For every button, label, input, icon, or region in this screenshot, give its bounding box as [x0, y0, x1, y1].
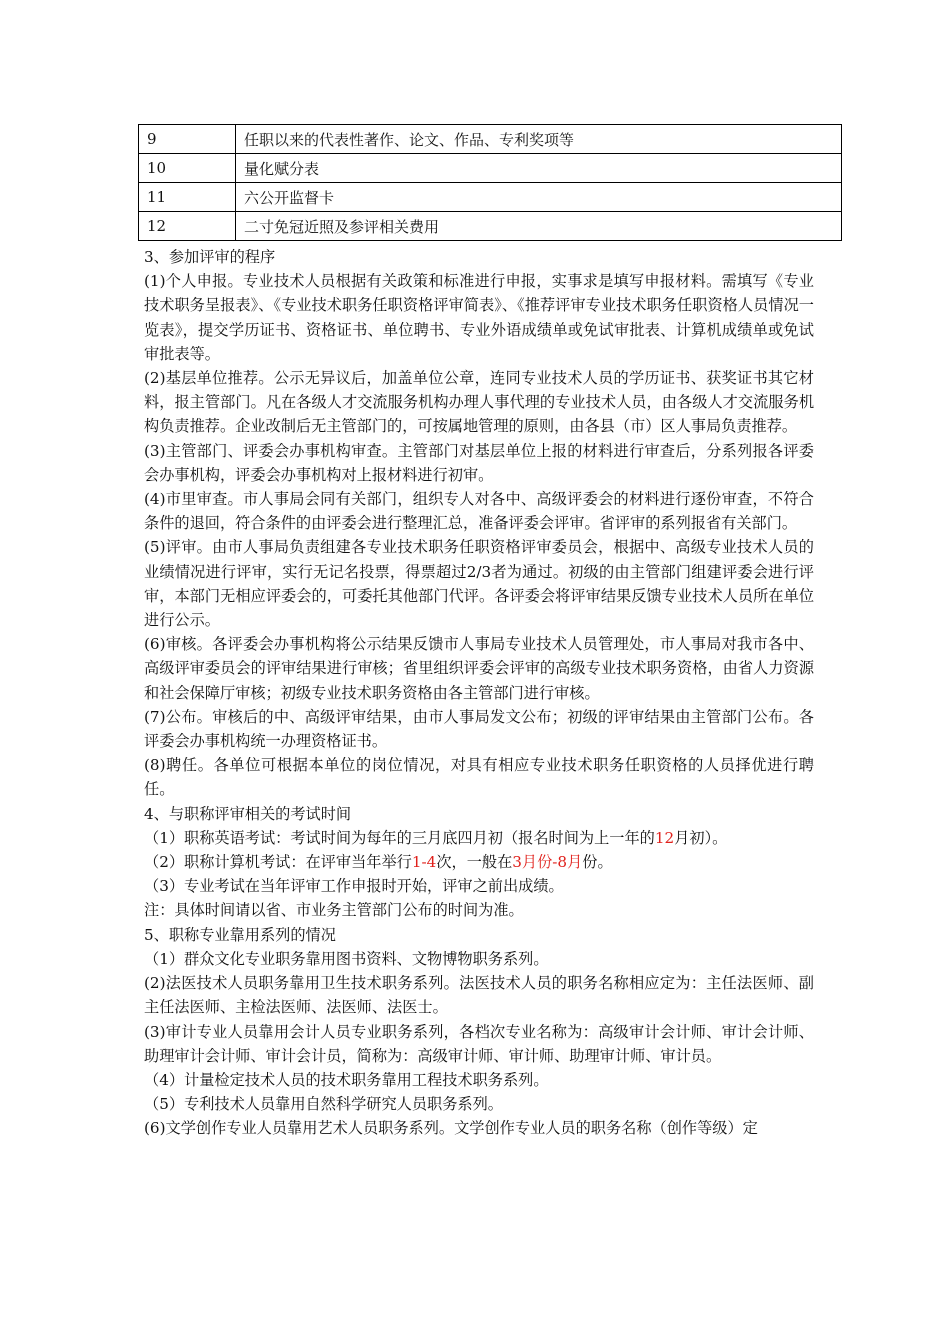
row-number: 10 [139, 154, 236, 183]
row-text: 任职以来的代表性著作、论文、作品、专利奖项等 [236, 125, 842, 154]
paragraph: (4)市里审查。市人事局会同有关部门，组织专人对各中、高级评委会的材料进行逐份审查，不符合条件的退回，符合条件的由评委会进行整理汇总，准备评委会评审。省评审的系列报省有关部门。 [144, 490, 814, 533]
highlight-text: 12 [654, 828, 675, 847]
row-text: 二寸免冠近照及参评相关费用 [236, 212, 842, 241]
materials-table [138, 124, 842, 241]
paragraph: (5)评审。由市人事局负责组建各专业技术职务任职资格评审委员会，根据中、高级专业技术人员的业绩情况进行评审，实行无记名投票，得票超过2/3者为通过。初级的由主管部门组建评委会进行评审，本部门无相应评委会的，可委托其他部门代评。各评委会将评审结果反馈专业技术人员所在单位进行公示。 [144, 538, 814, 630]
paragraph: (3)主管部门、评委会办事机构审查。主管部门对基层单位上报的材料进行审查后，分系列报各评委会办事机构，评委会办事机构对上报材料进行初审。 [144, 441, 814, 484]
row-number: 11 [139, 183, 236, 212]
paragraph [144, 850, 814, 874]
row-text: 量化赋分表 [236, 154, 842, 183]
document-body [144, 245, 814, 1141]
paragraph [144, 826, 814, 850]
paragraph: （4）计量检定技术人员的技术职务靠用工程技术职务系列。 [144, 1070, 549, 1089]
note: 注：具体时间请以省、市业务主管部门公布的时间为准。 [144, 901, 524, 920]
table-row [139, 183, 842, 212]
text-run: 份。 [582, 853, 613, 872]
paragraph: (6)审核。各评委会办事机构将公示结果反馈市人事局专业技术人员管理处，市人事局对我市各中、高级评审委员会的评审结果进行审核；省里组织评委会评审的高级专业技术职务资格，由省人力资源和社会保障厅审核；初级专业技术职务资格由各主管部门进行审核。 [144, 635, 814, 702]
paragraph: （5）专利技术人员靠用自然科学研究人员职务系列。 [144, 1095, 503, 1114]
paragraph: (6)文学创作专业人员靠用艺术人员职务系列。文学创作专业人员的职务名称（创作等级）定 [144, 1119, 758, 1138]
highlight-text: 1-4 [411, 853, 437, 872]
text-run: （1）职称英语考试：考试时间为每年的三月底四月初（报名时间为上一年的 [144, 828, 655, 847]
section-4-heading: 4、与职称评审相关的考试时间 [144, 804, 352, 823]
highlight-text: 3月份-8月 [512, 853, 583, 872]
paragraph: (2)基层单位推荐。公示无异议后，加盖单位公章，连同专业技术人员的学历证书、获奖证书其它材料，报主管部门。凡在各级人才交流服务机构办理人事代理的专业技术人员，由各级人才交流服务机构负责推荐。企业改制后无主管部门的，可按属地管理的原则，由各县（市）区人事局负责推荐。 [144, 369, 814, 436]
table-row [139, 212, 842, 241]
paragraph: （1）群众文化专业职务靠用图书资料、文物博物职务系列。 [144, 949, 549, 968]
paragraph: (1)个人申报。专业技术人员根据有关政策和标准进行申报，实事求是填写申报材料。需填写《专业技术职务呈报表》、《专业技术职务任职资格评审简表》、《推荐评审专业技术职务任职资格人员情况一览表》，提交学历证书、资格证书、单位聘书、专业外语成绩单或免试审批表、计算机成绩单或免试审批表等。 [144, 272, 814, 363]
text-run: （2）职称计算机考试：在评审当年举行 [144, 853, 412, 872]
row-number: 12 [139, 212, 236, 241]
row-number: 9 [139, 125, 236, 154]
section-3-heading: 3、参加评审的程序 [144, 248, 276, 266]
section-5-heading: 5、职称专业靠用系列的情况 [144, 925, 336, 944]
paragraph: （3）专业考试在当年评审工作申报时开始，评审之前出成绩。 [144, 877, 564, 896]
paragraph: (2)法医技术人员职务靠用卫生技术职务系列。法医技术人员的职务名称相应定为：主任法医师、副主任法医师、主检法医师、法医师、法医士。 [144, 974, 814, 1017]
row-text: 六公开监督卡 [236, 183, 842, 212]
table-row [139, 125, 842, 154]
paragraph: (3)审计专业人员靠用会计人员专业职务系列，各档次专业名称为：高级审计会计师、审计会计师、助理审计会计师、审计会计员，简称为：高级审计师、审计师、助理审计师、审计员。 [144, 1022, 814, 1065]
table-row [139, 154, 842, 183]
paragraph: (7)公布。审核后的中、高级评审结果，由市人事局发文公布；初级的评审结果由主管部门公布。各评委会办事机构统一办理资格证书。 [144, 707, 814, 751]
text-run: 月初）。 [674, 828, 728, 847]
paragraph: (8)聘任。各单位可根据本单位的岗位情况，对具有相应专业技术职务任职资格的人员择优进行聘任。 [144, 756, 814, 799]
text-run: 次，一般在 [436, 853, 513, 872]
